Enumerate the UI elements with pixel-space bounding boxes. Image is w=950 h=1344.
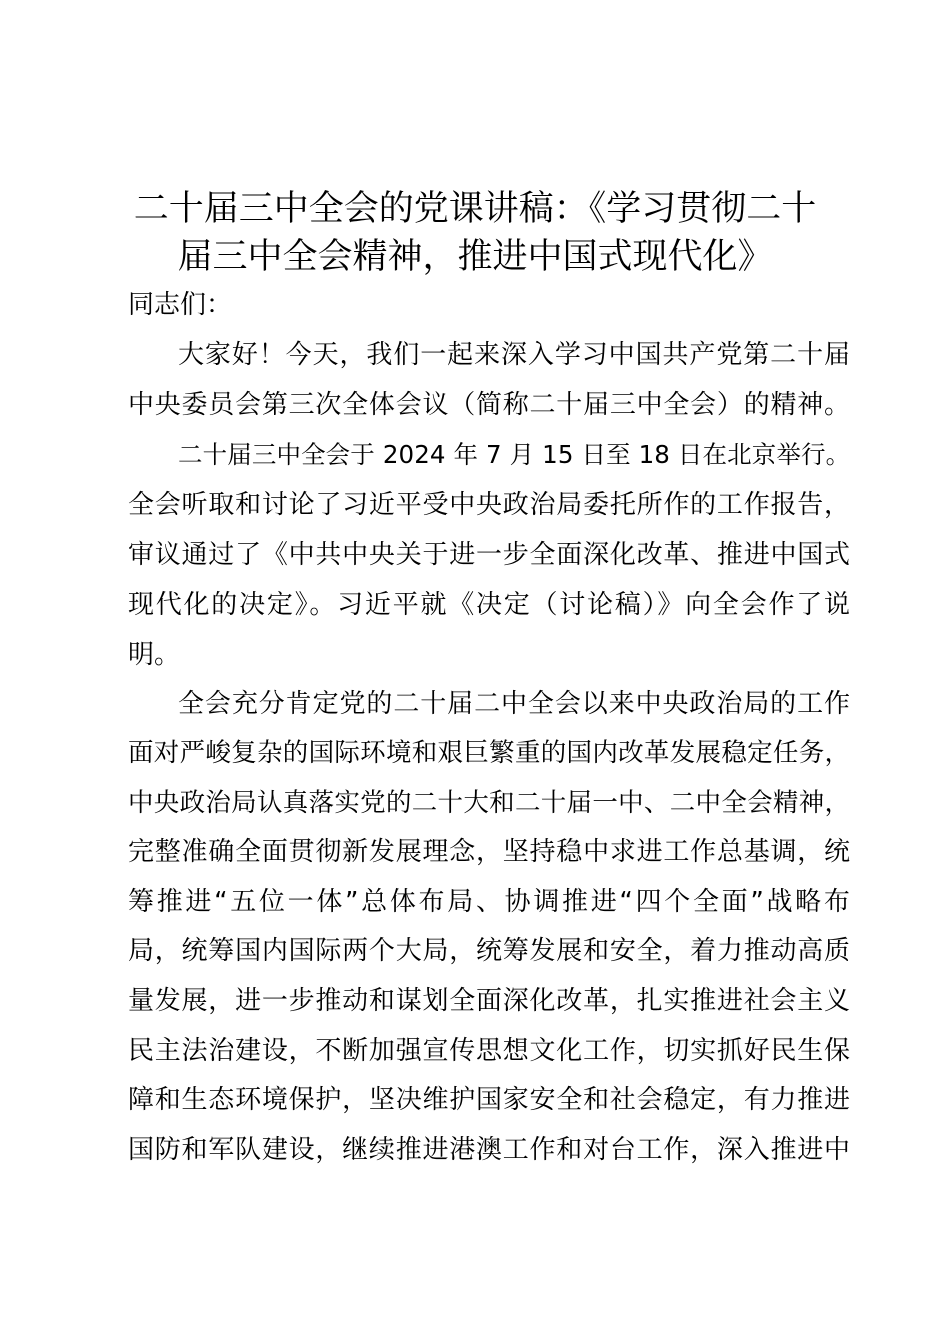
body-line: 全会充分肯定党的二十届二中全会以来中央政治局的工作 — [178, 689, 851, 719]
body-line: 局，统筹国内国际两个大局，统筹发展和安全，着力推动高质 — [128, 936, 851, 966]
body-line: 二十届三中全会于 2024 年 7 月 15 日至 18 日在北京举行。 — [178, 440, 851, 469]
body-line: 大家好！今天，我们一起来深入学习中国共产党第二十届 — [178, 340, 851, 370]
body-line: 现代化的决定》。习近平就《决定（讨论稿）》向全会作了说 — [128, 590, 852, 620]
body-line: 全会听取和讨论了习近平受中央政治局委托所作的工作报告， — [128, 490, 851, 520]
body-line: 筹推进“五位一体”总体布局、协调推进“四个全面”战略布 — [128, 887, 853, 917]
document-title-line-2: 届三中全会精神，推进中国式现代化》 — [177, 237, 773, 277]
body-line: 国防和军队建设，继续推进港澳工作和对台工作，深入推进中 — [128, 1135, 851, 1165]
body-line: 审议通过了《中共中央关于进一步全面深化改革、推进中国式 — [128, 540, 851, 570]
salutation: 同志们： — [128, 290, 233, 320]
body-line: 中央委员会第三次全体会议（简称二十届三中全会）的精神。 — [128, 390, 851, 420]
body-line: 障和生态环境保护，坚决维护国家安全和社会稳定，有力推进 — [128, 1085, 851, 1115]
body-line: 民主法治建设，不断加强宣传思想文化工作，切实抓好民生保 — [128, 1036, 851, 1066]
body-line: 量发展，进一步推动和谋划全面深化改革，扎实推进社会主义 — [128, 986, 851, 1016]
body-line: 完整准确全面贯彻新发展理念，坚持稳中求进工作总基调，统 — [128, 837, 851, 867]
body-line: 中央政治局认真落实党的二十大和二十届一中、二中全会精神， — [128, 788, 851, 818]
body-line: 面对严峻复杂的国际环境和艰巨繁重的国内改革发展稳定任务， — [128, 738, 851, 768]
body-line: 明。 — [128, 640, 181, 670]
document-title-line-1: 二十届三中全会的党课讲稿：《学习贯彻二十 — [133, 189, 817, 229]
